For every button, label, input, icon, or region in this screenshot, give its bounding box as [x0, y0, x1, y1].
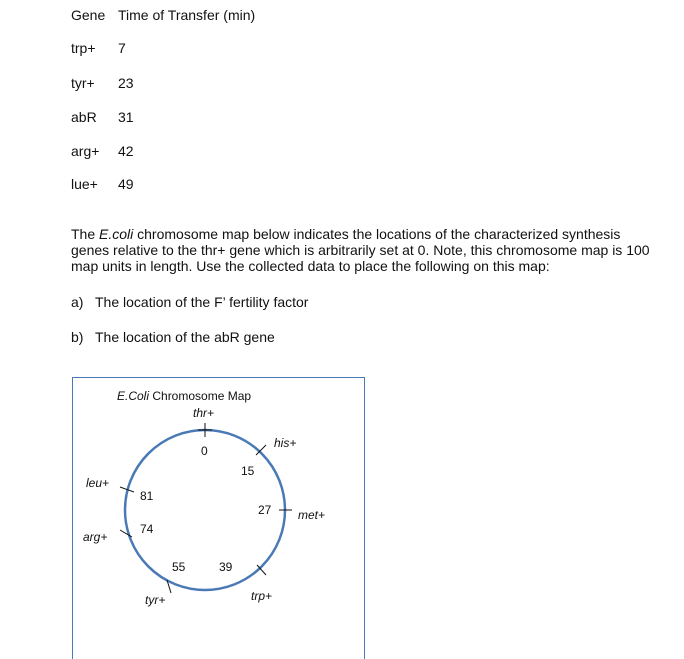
time-column-header: Time of Transfer (min) — [118, 7, 256, 23]
position-leu: 81 — [140, 489, 154, 503]
map-title — [117, 389, 251, 403]
map-title-italic: E.Coli — [117, 389, 150, 403]
gene-cell: tyr+ — [71, 75, 95, 91]
gene-cell: trp+ — [71, 40, 96, 56]
gene-label-trp: trp+ — [251, 589, 273, 603]
position-met: 27 — [258, 503, 272, 517]
gene-label-thr: thr+ — [193, 406, 215, 420]
position-tyr: 55 — [172, 560, 186, 574]
time-cell: 49 — [118, 176, 134, 192]
gene-label-arg: arg+ — [83, 530, 108, 544]
gene-label-his: his+ — [274, 436, 297, 450]
time-cell: 23 — [118, 75, 134, 91]
question-text: The location of the F’ fertility factor — [95, 294, 309, 310]
time-cell: 42 — [118, 143, 134, 159]
gene-label-tyr: tyr+ — [145, 593, 166, 607]
map-title-rest: Chromosome Map — [149, 389, 252, 403]
gene-label-leu: leu+ — [86, 476, 110, 490]
position-his: 15 — [241, 464, 255, 478]
gene-column-header: Gene — [71, 7, 106, 23]
position-thr: 0 — [201, 444, 208, 458]
time-cell: 7 — [118, 40, 126, 56]
paragraph-start: The — [71, 226, 100, 242]
question-label: a) — [71, 294, 84, 310]
gene-label-met: met+ — [298, 508, 326, 522]
position-arg: 74 — [140, 522, 154, 536]
question-label: b) — [71, 329, 84, 345]
position-trp: 39 — [219, 560, 233, 574]
paragraph-emphasis: E.coli — [99, 226, 134, 242]
gene-cell: arg+ — [71, 143, 100, 159]
paragraph-end: chromosome map below indicates the locations of the characterized synthesis genes relative to the thr+ gene which is arbitrarily set at 0. Note, this chromosome map is 100 map units in length. Use the collected data to place the following on this map: — [71, 226, 650, 274]
gene-cell: abR — [71, 109, 97, 125]
gene-cell: lue+ — [71, 176, 98, 192]
time-cell: 31 — [118, 109, 134, 125]
tick-arg — [120, 530, 132, 537]
question-text: The location of the abR gene — [95, 329, 275, 345]
